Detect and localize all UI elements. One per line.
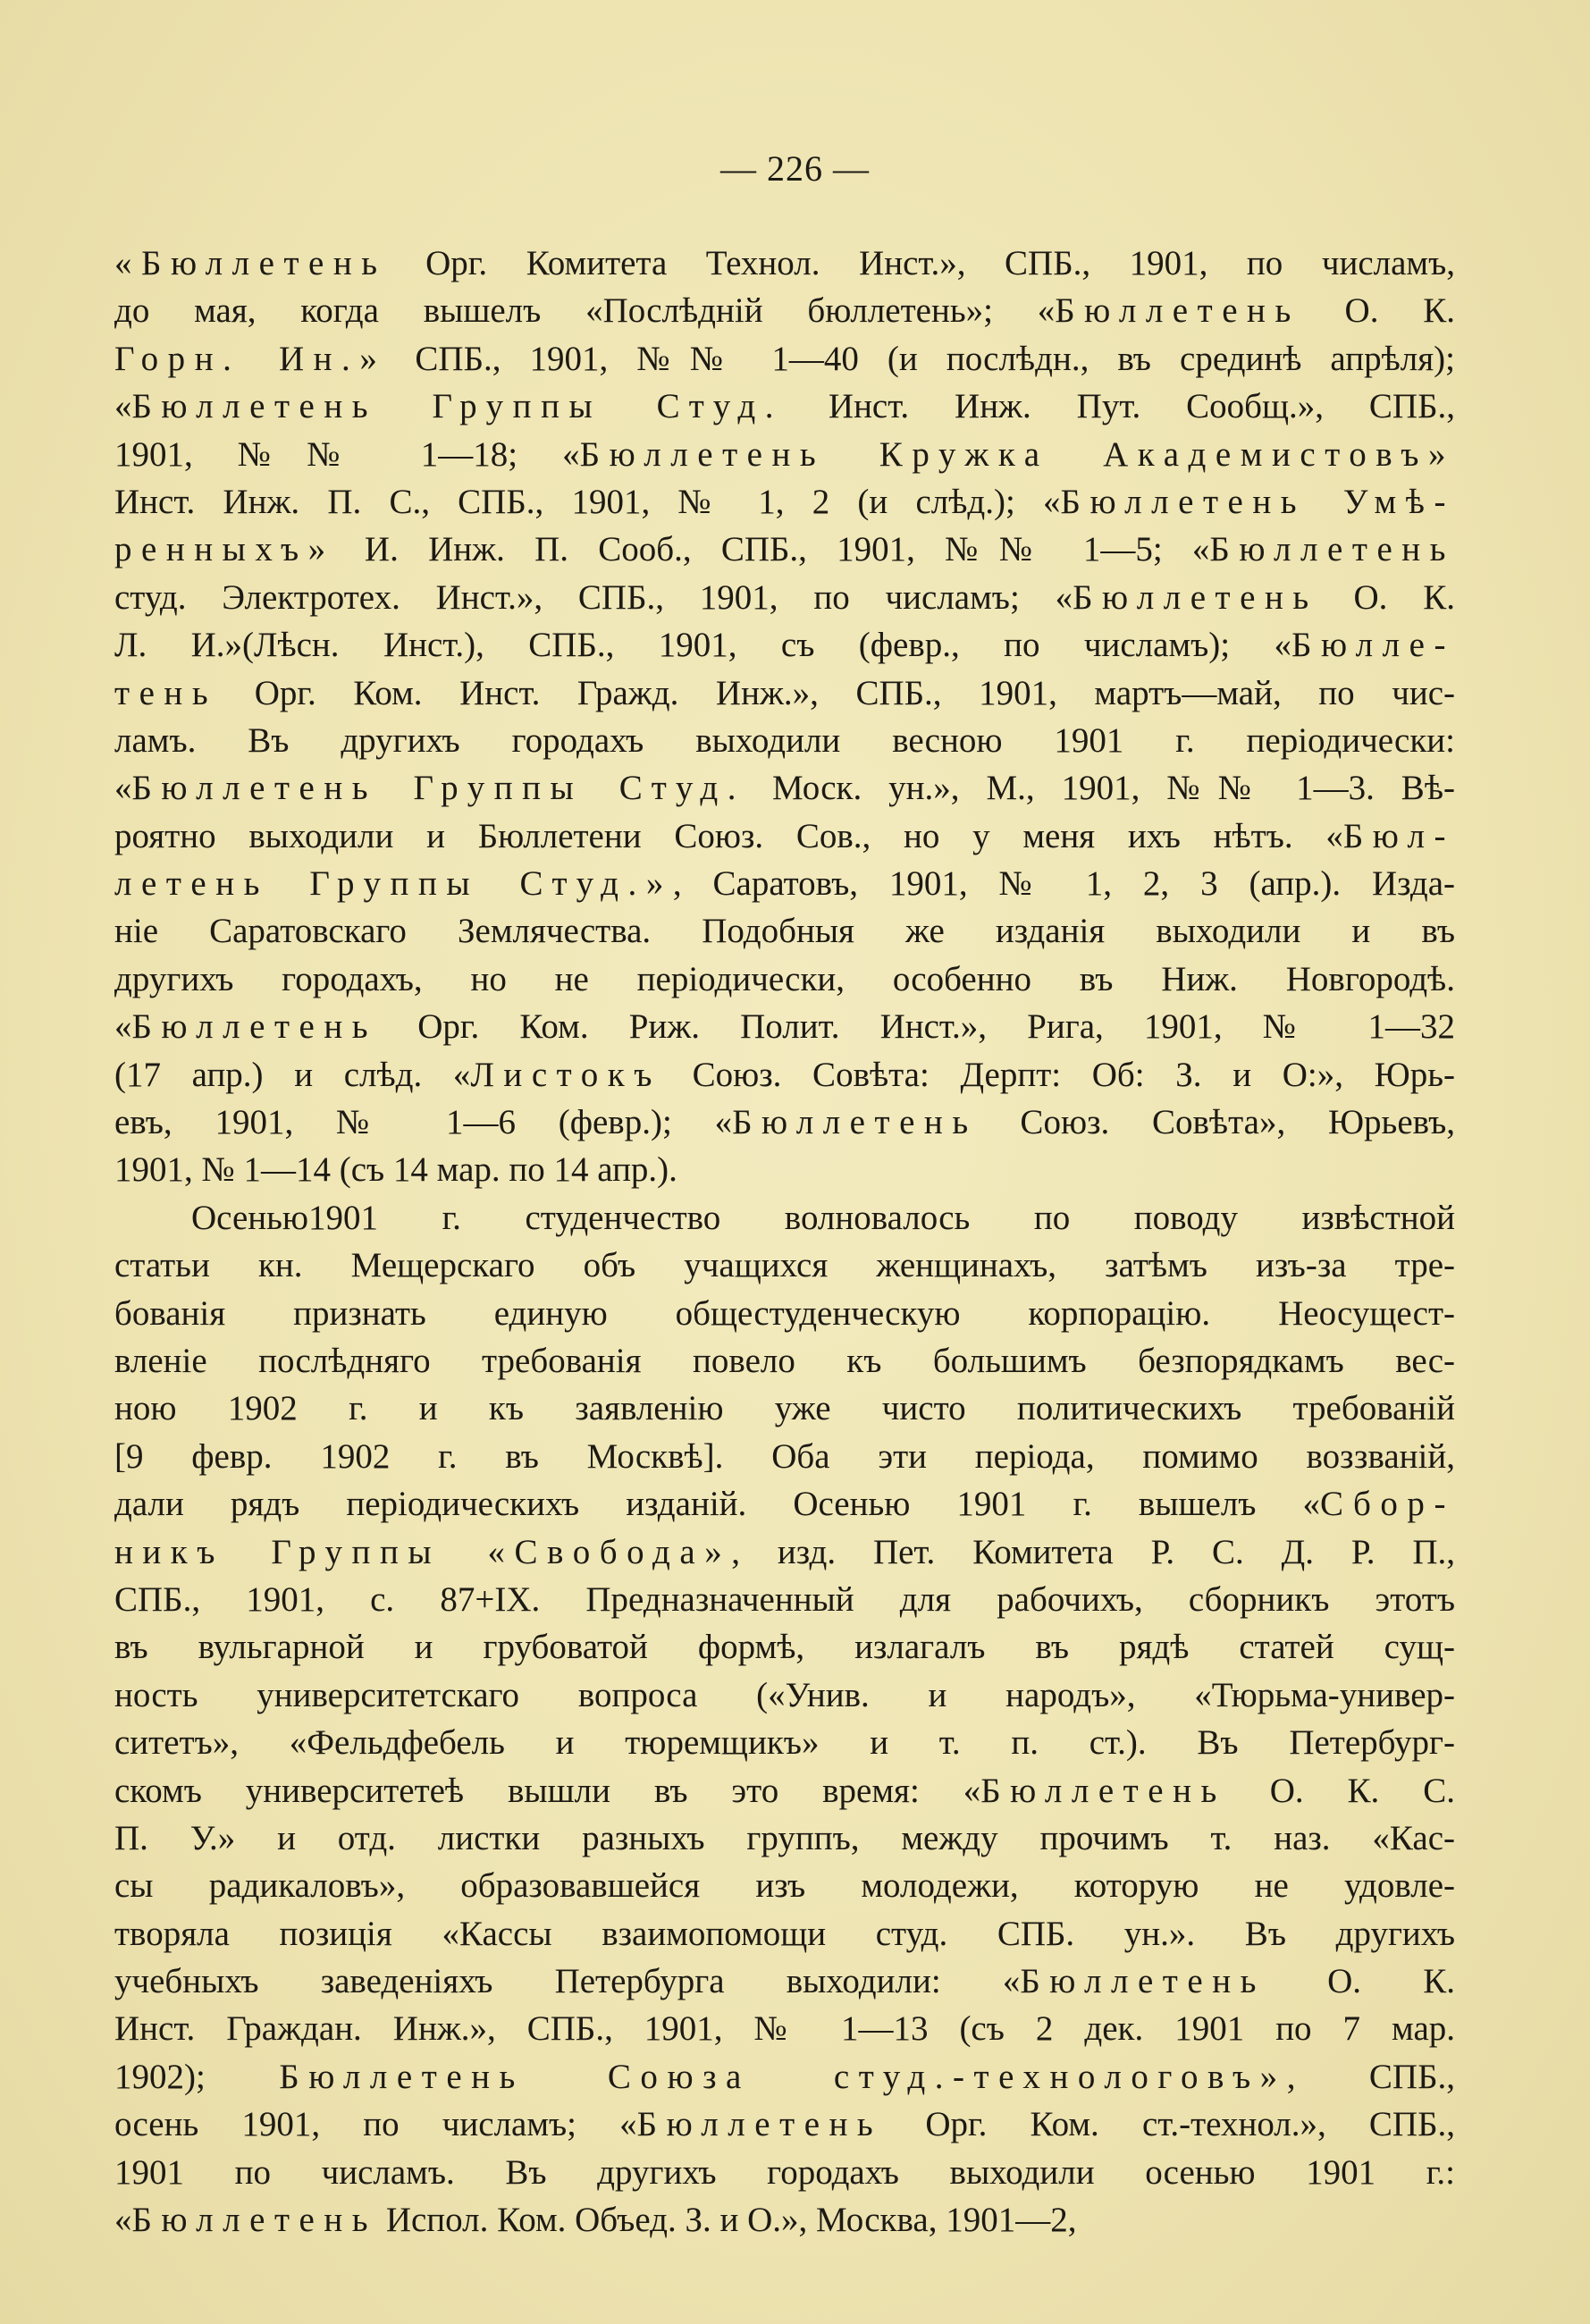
line-text: ламъ. Въ другихъ городахъ выходили весною 1901 г. періодически: <box>114 720 1455 760</box>
text-line <box>114 383 1455 430</box>
line-text: , Саратовъ, 1901, № 1, 2, 3 (апр.). Изда- <box>672 864 1455 904</box>
spaced-title-text: Листокъ <box>470 1055 661 1094</box>
text-line <box>114 1146 1455 1193</box>
line-text: Орг. Комитета Технол. Инст.», СПБ., 1901, по числамъ, <box>386 244 1455 282</box>
text-line <box>114 907 1455 955</box>
paragraph <box>114 240 1455 1194</box>
spaced-title-text: никъ Группы «Свобода» <box>114 1532 732 1571</box>
line-text: СПБ., 1901, №№ 1—40 (и послѣдн., въ срединѣ апрѣля); <box>386 339 1455 378</box>
spaced-title-text: Бюллетень Союза студ.-технологовъ» <box>279 2057 1287 2096</box>
line-text: Орг. Ком. Инст. Гражд. Инж.», СПБ., 1901, мартъ—май, по чис- <box>217 673 1455 712</box>
paragraph <box>114 1194 1455 2244</box>
text-line <box>114 1099 1455 1146</box>
text-line <box>114 1958 1455 2005</box>
spaced-title-text: Бюллетень <box>1055 291 1300 331</box>
spaced-title-text: Горн. Ин.» <box>114 339 387 378</box>
spaced-title-text: Бюллетень <box>131 1007 378 1047</box>
text-line <box>114 1815 1455 1862</box>
text-line <box>114 1767 1455 1815</box>
text-line <box>114 1671 1455 1719</box>
text-line <box>114 431 1455 478</box>
line-text: Инст. Инж. П. С., СПБ., 1901, № 1, 2 (и слѣд.); « <box>114 482 1061 521</box>
line-text: И. Инж. П. Сооб., СПБ., 1901, №№ 1—5; « <box>334 530 1210 569</box>
body-text <box>114 240 1455 2244</box>
text-line <box>114 1433 1455 1480</box>
spaced-title-text: Бюлле- <box>1291 626 1455 665</box>
text-line <box>114 669 1455 717</box>
line-text: учебныхъ заведеніяхъ Петербурга выходили: « <box>114 1962 1021 2001</box>
line-text: евъ, 1901, № 1—6 (февр.); « <box>114 1103 733 1142</box>
text-line <box>114 2005 1455 2052</box>
line-text: О. К. С. <box>1225 1771 1455 1810</box>
line-text: студ. Электротех. Инст.», СПБ., 1901, по числамъ; « <box>114 577 1073 617</box>
line-text: Орг. Ком. Риж. Полит. Инст.», Рига, 1901, № 1—32 <box>377 1007 1455 1047</box>
text-line <box>114 2149 1455 2196</box>
line-text: вленіе послѣдняго требованія повело къ большимъ безпорядкамъ вес- <box>114 1341 1455 1380</box>
page-number: — 226 — <box>720 148 870 189</box>
spaced-title-text: Бюллетень <box>732 1103 978 1142</box>
line-text: Испол. Ком. Объед. З. и О.», Москва, 1901—2, <box>377 2201 1077 2240</box>
text-line <box>114 1194 1455 1242</box>
line-text: « <box>114 769 132 808</box>
line-text: Инст. Инж. Пут. Сообщ.», СПБ., <box>782 387 1455 426</box>
line-text: статьи кн. Мещерскаго объ учащихся женщинахъ, затѣмъ изъ-за тре- <box>114 1246 1455 1285</box>
text-line <box>114 2196 1455 2244</box>
text-line <box>114 956 1455 1003</box>
line-text: [9 февр. 1902 г. въ Москвѣ]. Оба эти періода, помимо воззваній, <box>114 1436 1455 1476</box>
line-text: О. К. <box>1300 291 1455 331</box>
text-line <box>114 526 1455 573</box>
line-text: въ вульгарной и грубоватой формѣ, излагалъ въ рядѣ статей сущ- <box>114 1628 1455 1667</box>
line-text: 1901 по числамъ. Въ другихъ городахъ выходили осенью 1901 г.: <box>114 2152 1455 2192</box>
text-line <box>114 1003 1455 1050</box>
line-text: 1901, № 1—14 (съ 14 мар. по 14 апр.). <box>114 1150 677 1190</box>
spaced-title-text: Бюллетень <box>1020 1962 1266 2001</box>
line-text: 1902); <box>114 2057 280 2096</box>
spaced-title-text: Бюл- <box>1342 816 1455 855</box>
line-text: ніе Саратовскаго Землячества. Подобныя же изданія выходили и въ <box>114 912 1455 951</box>
spaced-title-text: Бюллетень Группы Студ. <box>131 387 783 426</box>
text-line <box>114 335 1455 383</box>
spaced-title-text: Бюллетень Умѣ- <box>1060 482 1455 521</box>
spaced-title-text: Бюллетень <box>131 2201 378 2240</box>
text-line <box>114 1719 1455 1766</box>
text-line <box>114 621 1455 669</box>
text-line <box>114 1242 1455 1289</box>
line-text: 1901, №№ 1—18; « <box>114 434 580 474</box>
text-line <box>114 287 1455 334</box>
line-text: О. К. <box>1317 577 1455 617</box>
line-text: другихъ городахъ, но не періодически, особенно въ Ниж. Новгородѣ. <box>114 959 1455 998</box>
text-line <box>114 1480 1455 1528</box>
text-line <box>114 1623 1455 1671</box>
spaced-title-text: «Бюллетень <box>114 244 387 282</box>
text-line <box>114 478 1455 526</box>
line-text: дали рядъ періодическихъ изданій. Осенью 1901 г. вышелъ « <box>114 1485 1321 1524</box>
line-text: роятно выходили и Бюллетени Союз. Сов., но у меня ихъ нѣтъ. « <box>114 816 1343 855</box>
text-line <box>114 574 1455 621</box>
line-text: творяла позиція «Кассы взаимопомощи студ. СПБ. ун.». Въ другихъ <box>114 1914 1455 1953</box>
line-text: Л. И.»(Лѣсн. Инст.), СПБ., 1901, съ (февр., по числамъ); « <box>114 626 1292 665</box>
line-text: до мая, когда вышелъ «Послѣдній бюллетень»; « <box>114 291 1056 331</box>
text-line <box>114 2053 1455 2101</box>
line-text: Союз. Совѣта: Дерпт: Об: З. и О:», Юрь- <box>660 1055 1455 1094</box>
text-line <box>114 813 1455 860</box>
line-text: Осенью1901 г. студенчество волновалось по поводу извѣстной <box>191 1198 1455 1237</box>
line-text: сы радикаловъ», образовавшейся изъ молодежи, которую не удовле- <box>114 1866 1455 1906</box>
text-line <box>114 1910 1455 1958</box>
line-text: П. У.» и отд. листки разныхъ группъ, между прочимъ т. наз. «Кас- <box>114 1818 1455 1857</box>
text-line <box>114 240 1455 287</box>
spaced-title-text: ренныхъ» <box>114 530 335 569</box>
line-text: Орг. Ком. ст.-технол.», СПБ., <box>882 2105 1455 2144</box>
line-text: , СПБ., <box>1286 2057 1455 2096</box>
text-line <box>114 764 1455 812</box>
text-line <box>114 860 1455 907</box>
line-text: О. К. <box>1265 1962 1455 2001</box>
line-text: ною 1902 г. и къ заявленію уже чисто политическихъ требованій <box>114 1389 1455 1428</box>
text-line <box>114 1528 1455 1576</box>
text-line <box>114 1385 1455 1432</box>
line-text: Моск. ун.», М., 1901, №№ 1—3. Вѣ- <box>745 769 1455 808</box>
spaced-title-text: Бюллетень <box>1073 577 1318 617</box>
spaced-title-text: тень <box>114 673 218 712</box>
line-text: СПБ., 1901, с. 87+IX. Предназначенный для рабочихъ, сборникъ этотъ <box>114 1579 1455 1619</box>
line-text: ность университетскаго вопроса («Унив. и народъ», «Тюрьма-универ- <box>114 1675 1455 1714</box>
line-text: « <box>114 2201 132 2240</box>
text-line <box>114 1862 1455 1909</box>
spaced-title-text: Сбор- <box>1320 1485 1455 1524</box>
spaced-title-text: Бюллетень <box>1209 530 1455 569</box>
spaced-title-text: летень Группы Студ.» <box>114 864 673 904</box>
text-line <box>114 1337 1455 1385</box>
text-line <box>114 1576 1455 1623</box>
line-text: осень 1901, по числамъ; « <box>114 2105 637 2144</box>
spaced-title-text: Бюллетень Группы Студ. <box>131 769 746 808</box>
line-text: , изд. Пет. Комитета Р. С. Д. Р. П., <box>731 1532 1455 1571</box>
line-text: бованія признать единую общестуденческую корпорацію. Неосущест- <box>114 1293 1455 1333</box>
spaced-title-text: Бюллетень <box>636 2105 883 2144</box>
text-line <box>114 1051 1455 1099</box>
text-line <box>114 717 1455 764</box>
line-text: « <box>114 1007 132 1047</box>
spaced-title-text: Бюллетень Кружка Академистовъ» <box>579 434 1455 474</box>
line-text: скомъ университетеѣ вышли въ это время: « <box>114 1771 981 1810</box>
text-line <box>114 2101 1455 2148</box>
spaced-title-text: Бюллетень <box>980 1771 1226 1810</box>
text-line <box>114 1290 1455 1337</box>
line-text: Инст. Граждан. Инж.», СПБ., 1901, № 1—13 (съ 2 дек. 1901 по 7 мар. <box>114 2009 1455 2049</box>
line-text: ситетъ», «Фельдфебель и тюремщикъ» и т. п. ст.). Въ Петербург- <box>114 1723 1455 1763</box>
line-text: Союз. Совѣта», Юрьевъ, <box>977 1103 1455 1142</box>
line-text: (17 апр.) и слѣд. « <box>114 1055 471 1094</box>
line-text: « <box>114 387 132 426</box>
